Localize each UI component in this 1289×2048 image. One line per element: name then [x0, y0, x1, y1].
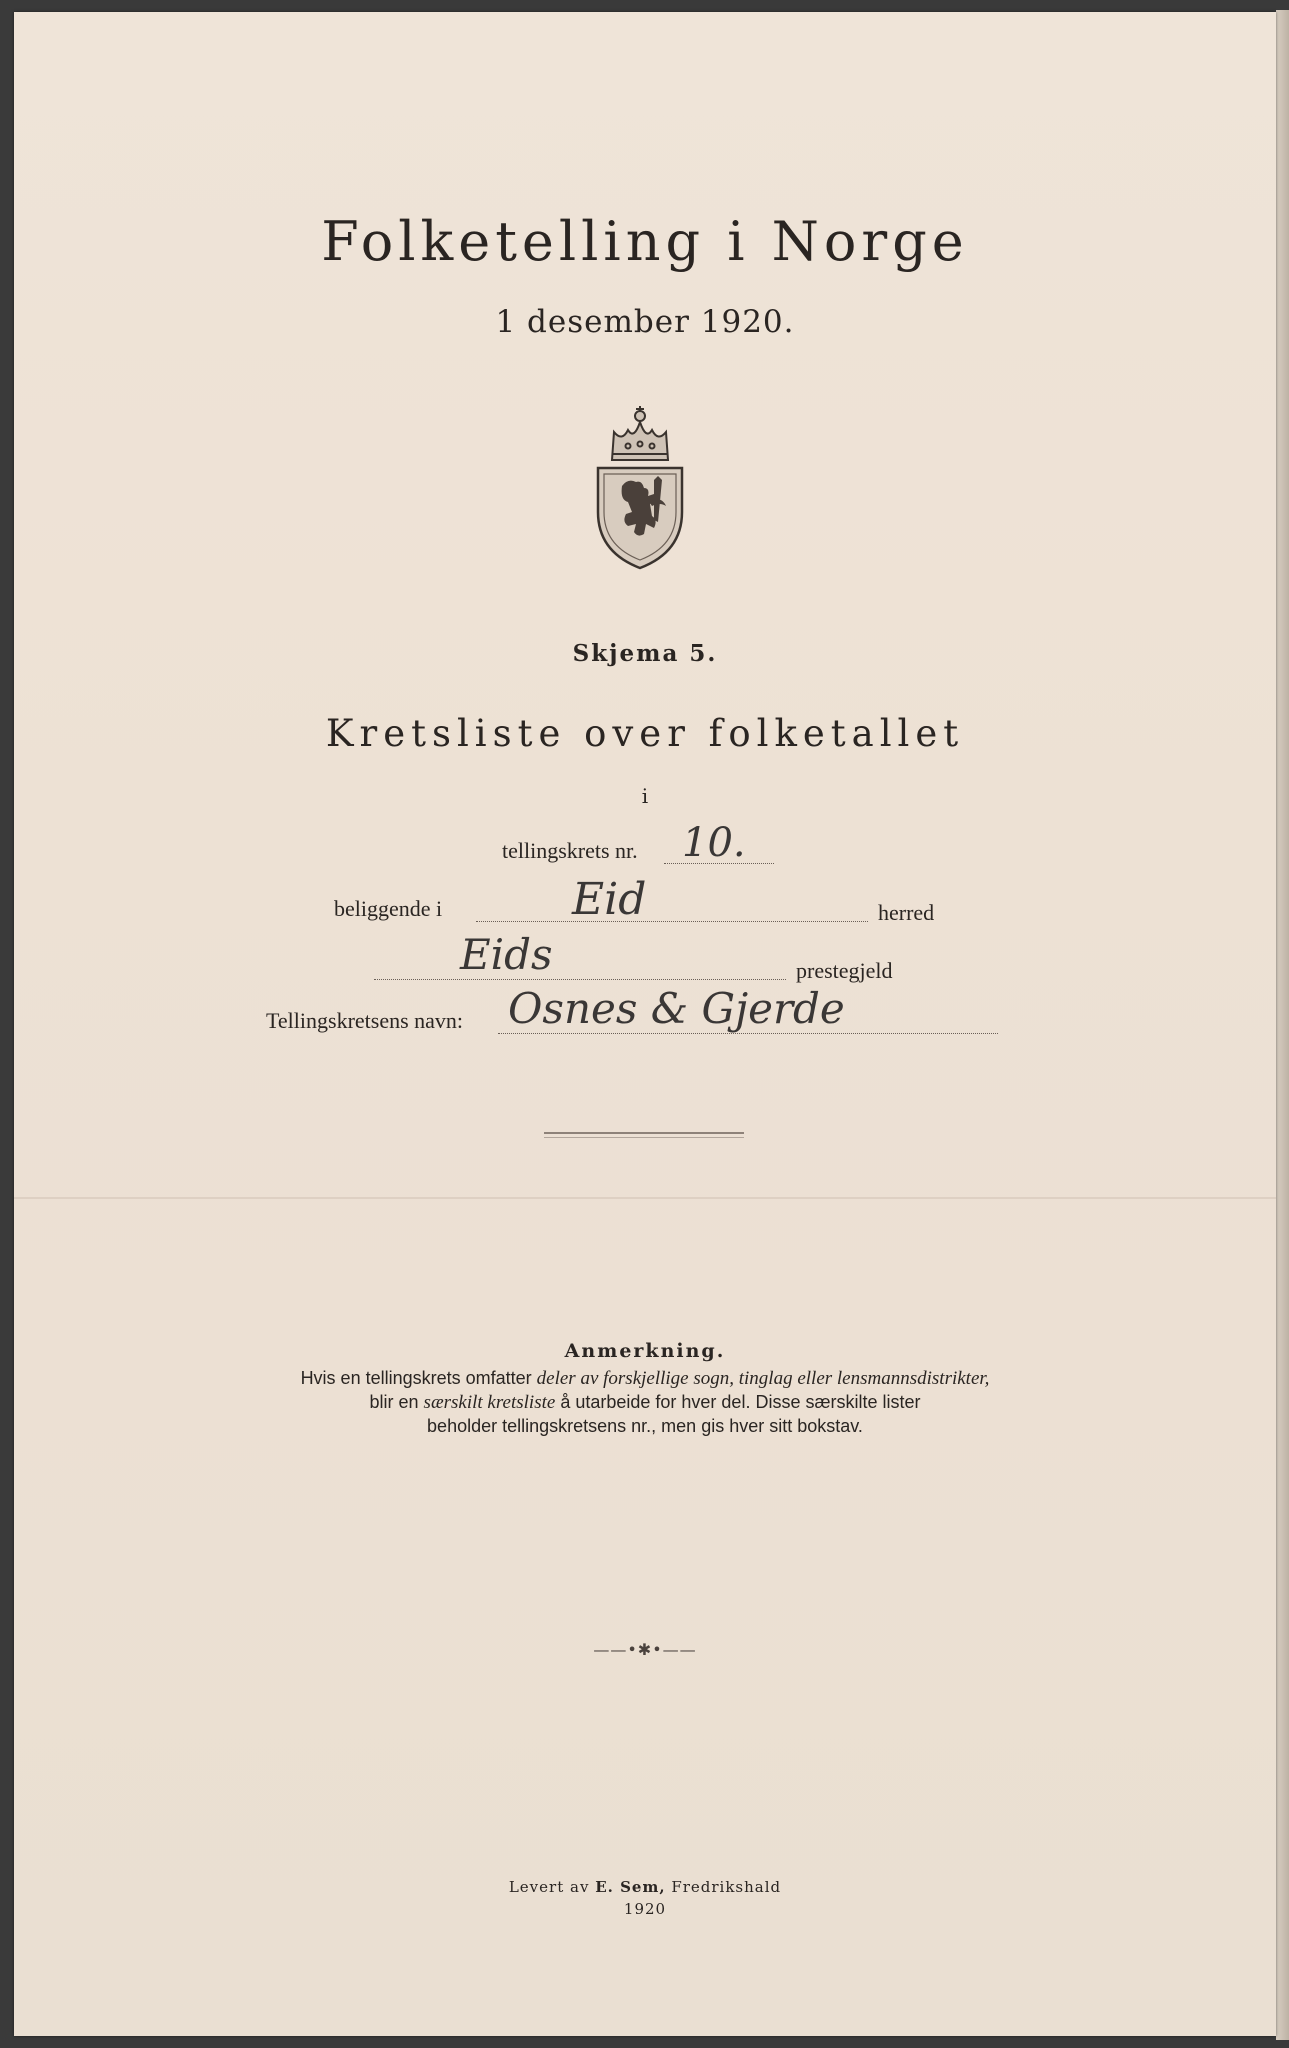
printer-year: 1920: [623, 1900, 667, 1918]
ornament-divider: ——•✱•——: [593, 1640, 697, 1659]
note-line-2: blir en særskilt kretsliste å utarbeide for hver del. Disse særskilte lister: [369, 1392, 921, 1413]
document-title: Folketelling i Norge: [321, 210, 969, 273]
printer-line: Levert av E. Sem, Fredrikshald: [508, 1878, 782, 1896]
page-edge: [1276, 10, 1289, 2040]
prestegjeld-value[interactable]: Eids: [460, 930, 553, 979]
krets-value[interactable]: 10.: [682, 820, 746, 866]
paper-fold: [14, 1197, 1276, 1199]
navn-value[interactable]: Osnes & Gjerde: [508, 984, 845, 1033]
document-date: 1 desember 1920.: [495, 304, 795, 340]
separator-rule-thin: [544, 1137, 744, 1138]
note-line-1: Hvis en tellingskrets omfatter deler av forskjellige sogn, tinglag eller lensmannsdistrikter,: [300, 1368, 990, 1389]
norwegian-coat-of-arms-icon: [592, 402, 688, 572]
krets-label: tellingskrets nr.: [502, 838, 638, 863]
census-form-page: [14, 12, 1276, 2036]
note-title: Anmerkning.: [564, 1340, 726, 1362]
separator-rule: [544, 1132, 744, 1134]
beliggende-label: beliggende i: [334, 896, 443, 921]
connector-word: i: [641, 784, 649, 808]
herred-label: herred: [878, 900, 935, 925]
prestegjeld-label: prestegjeld: [796, 958, 893, 983]
beliggende-value[interactable]: Eid: [572, 874, 647, 925]
schema-number: Skjema 5.: [572, 640, 718, 667]
note-line-3: beholder tellingskretsens nr., men gis hver sitt bokstav.: [427, 1416, 863, 1436]
form-heading: Kretsliste over folketallet: [325, 712, 965, 755]
beliggende-dotted-line: [476, 920, 868, 922]
prestegjeld-dotted-line: [374, 978, 786, 980]
navn-label: Tellingskretsens navn:: [266, 1008, 464, 1033]
